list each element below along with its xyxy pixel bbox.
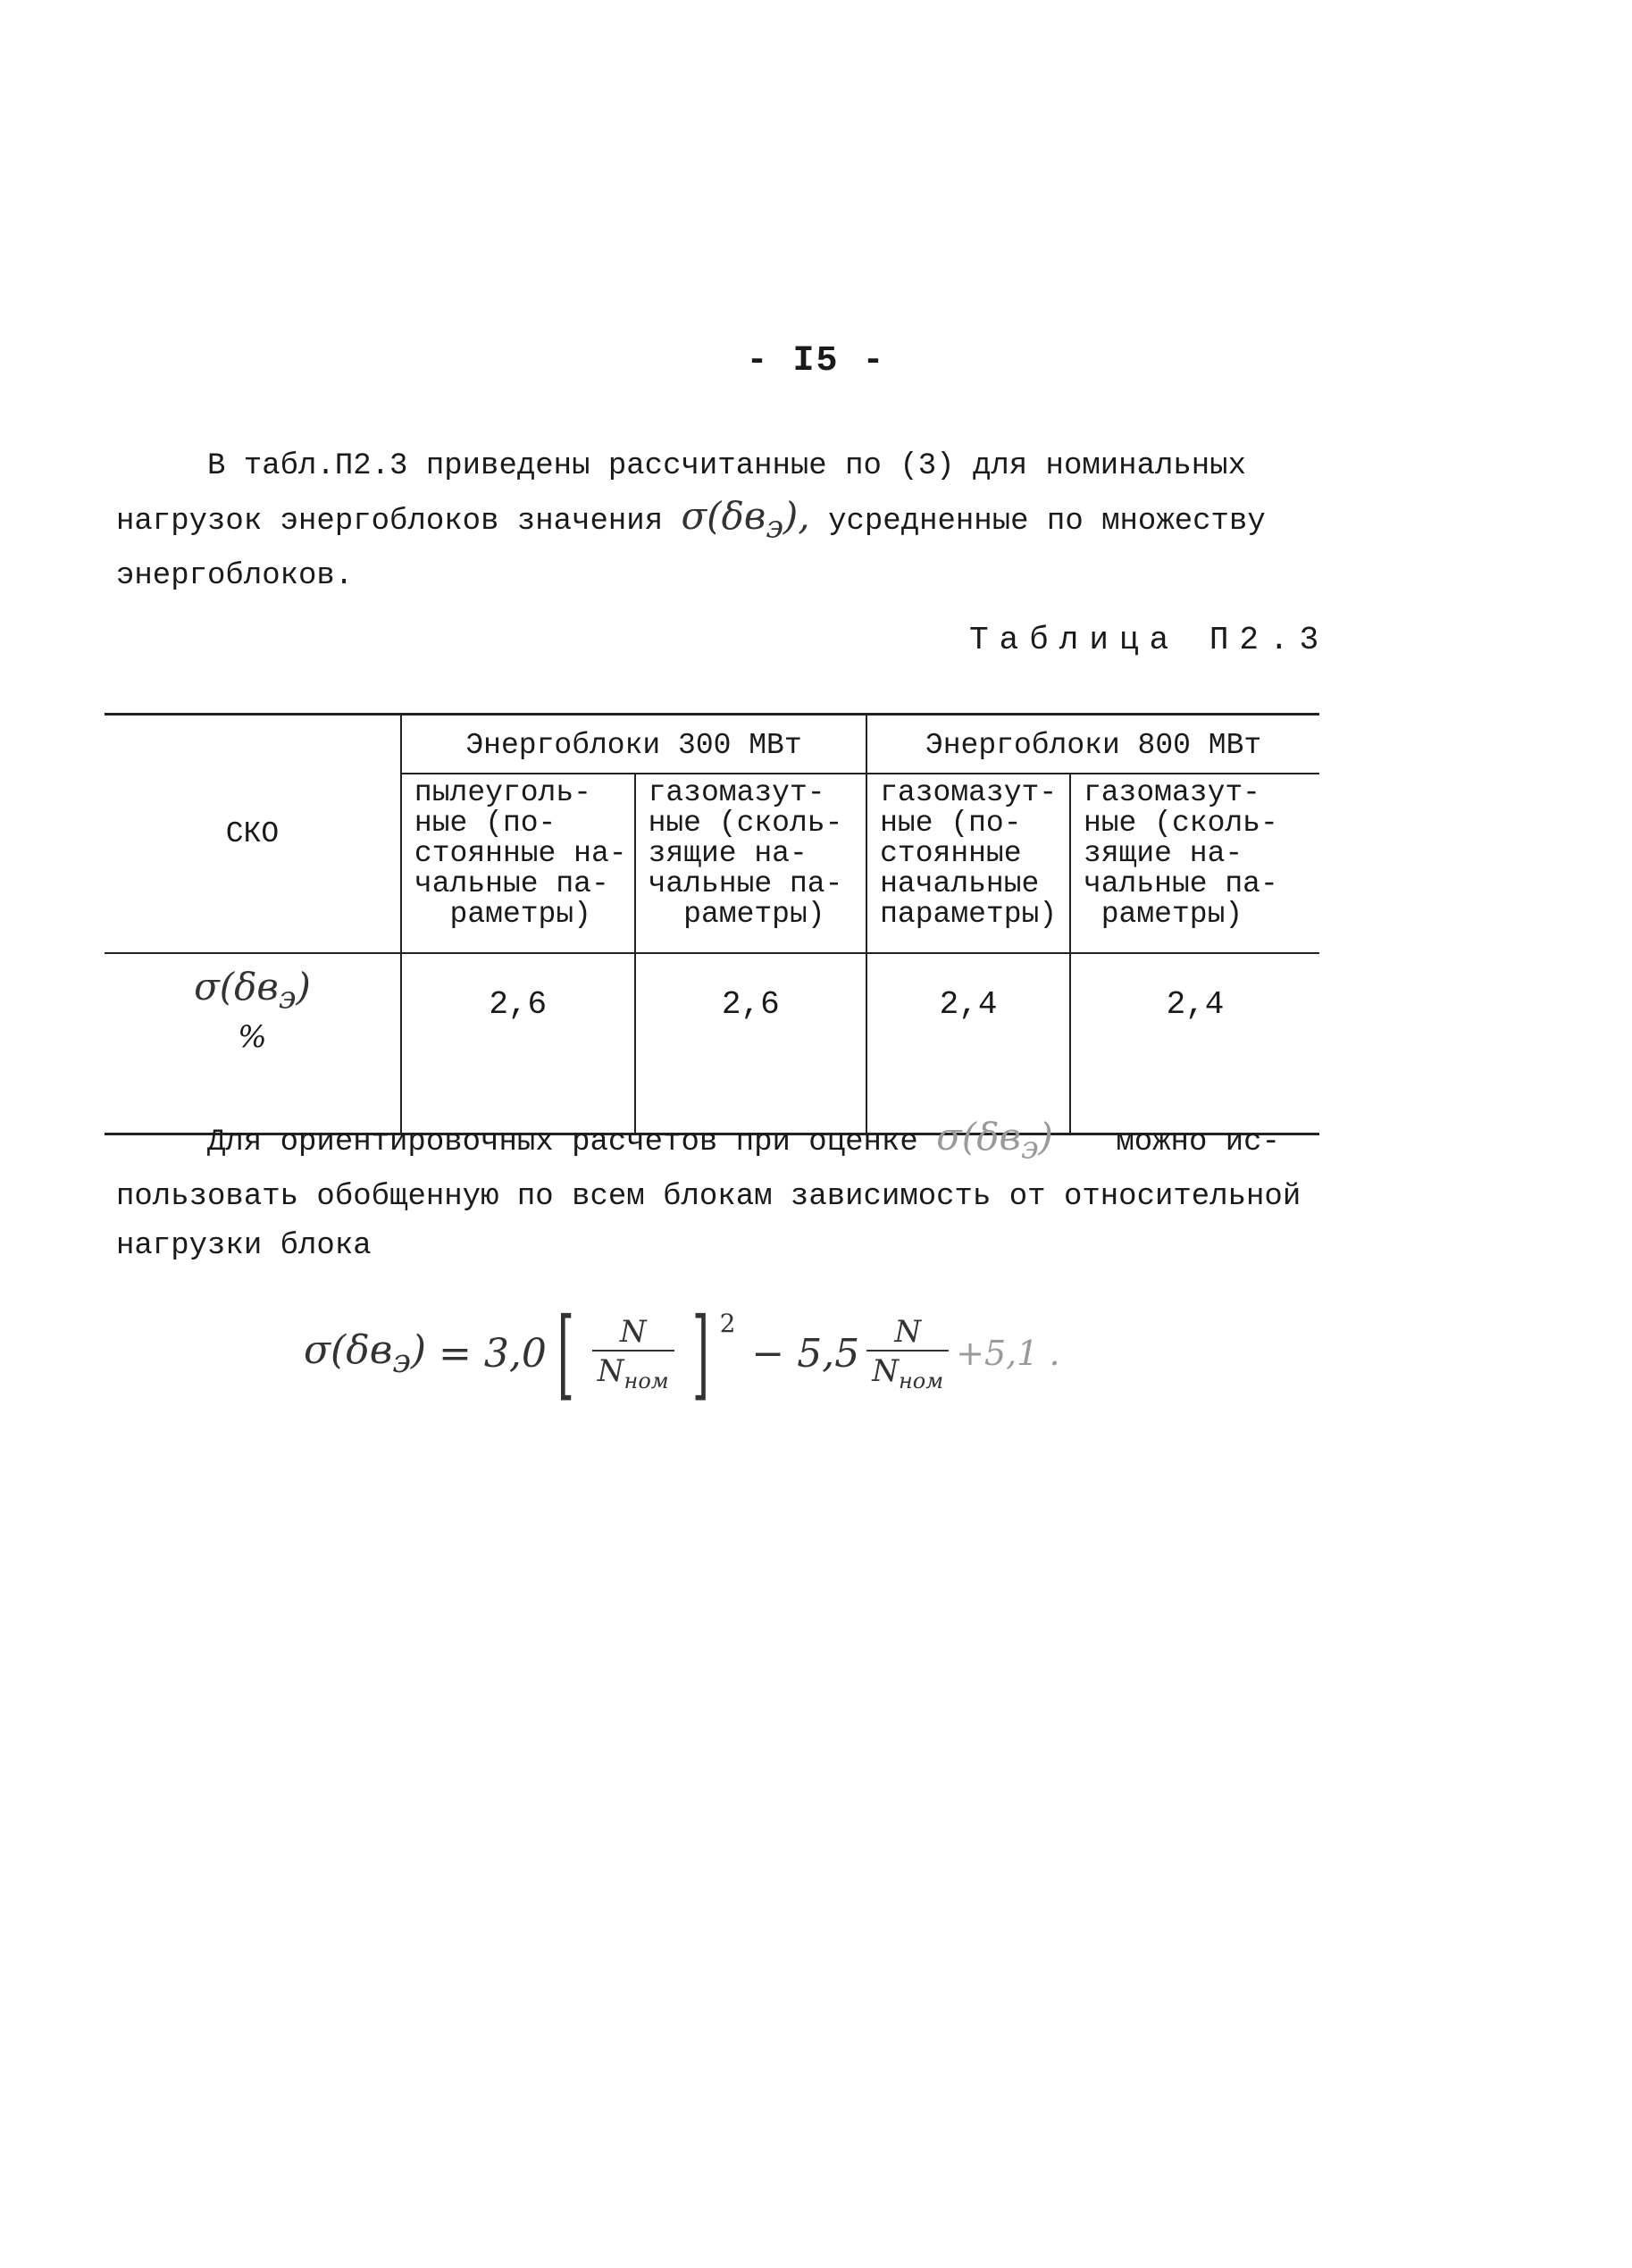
value-cell: 2,6 <box>401 953 635 1134</box>
right-bracket: ] <box>691 1296 709 1410</box>
formula-coef2: − 5,5 <box>751 1330 860 1377</box>
guidance-line-1: Для ориентировочных расчетов при оценке $\sigma(\delta в_э)$ можно ис- <box>207 1115 1280 1167</box>
intro-paragraph <box>116 442 1385 601</box>
group-header-300: Энергоблоки 300 МВт <box>401 715 866 774</box>
guidance-paragraph <box>116 1112 1301 1271</box>
subheader-2: газомазут- ные (сколь- зящие на- чальные па- раметры) <box>635 774 867 953</box>
row-unit: % <box>238 1019 267 1056</box>
formula-lhs: $\sigma(\delta в_э)$ <box>304 1326 427 1380</box>
subheader-1: пылеуголь- ные (по- стоянные на- чальные па- раметры) <box>401 774 635 953</box>
formula-power: 2 <box>719 1308 736 1338</box>
data-table <box>105 713 1319 1135</box>
intro-line-3: энергоблоков. <box>116 559 354 594</box>
formula-constant: +5,1 . <box>956 1334 1060 1373</box>
guidance-line-3: нагрузки блока <box>116 1229 372 1264</box>
fraction-2: $\frac{N}{N_{ном}}$ <box>866 1314 949 1393</box>
formula-coef1: = 3,0 <box>439 1330 547 1377</box>
value-cell: 2,4 <box>1070 953 1319 1134</box>
regression-formula <box>304 1296 1060 1410</box>
intro-line-2 <box>116 491 1385 552</box>
sigma-symbol: $\sigma(\delta в_э)$, <box>681 494 810 546</box>
intro-line-2-tail: усредненные по множеству <box>809 505 1266 539</box>
intro-line-1: В табл.П2.3 приведены рассчитанные по (3) для номинальных <box>207 449 1246 483</box>
subheader-4: газомазут- ные (сколь- зящие на- чальные па- раметры) <box>1070 774 1319 953</box>
value-cell: 2,6 <box>635 953 867 1134</box>
page-number: - I5 - <box>746 341 886 381</box>
subheader-3: газомазут- ные (по- стоянные начальные параметры) <box>866 774 1070 953</box>
row-header: СКО <box>225 816 280 850</box>
intro-line-2-text: нагрузок энергоблоков значения <box>116 505 664 539</box>
row-label-symbol: $\sigma(\delta в_э)$ <box>194 965 311 1017</box>
left-bracket: [ <box>557 1296 574 1410</box>
sigma-symbol-faint: $\sigma(\delta в_э)$ <box>936 1115 1053 1167</box>
table-caption: Таблица П2.3 <box>969 622 1330 658</box>
guidance-line-2: пользовать обобщенную по всем блокам зависимость от относительной <box>116 1180 1301 1215</box>
fraction-1: $\frac{N}{N_{ном}}$ <box>592 1314 674 1393</box>
value-cell: 2,4 <box>866 953 1070 1134</box>
row-label-cell <box>105 953 401 1134</box>
row-header-cell <box>105 715 401 954</box>
group-header-800: Энергоблоки 800 МВт <box>866 715 1319 774</box>
